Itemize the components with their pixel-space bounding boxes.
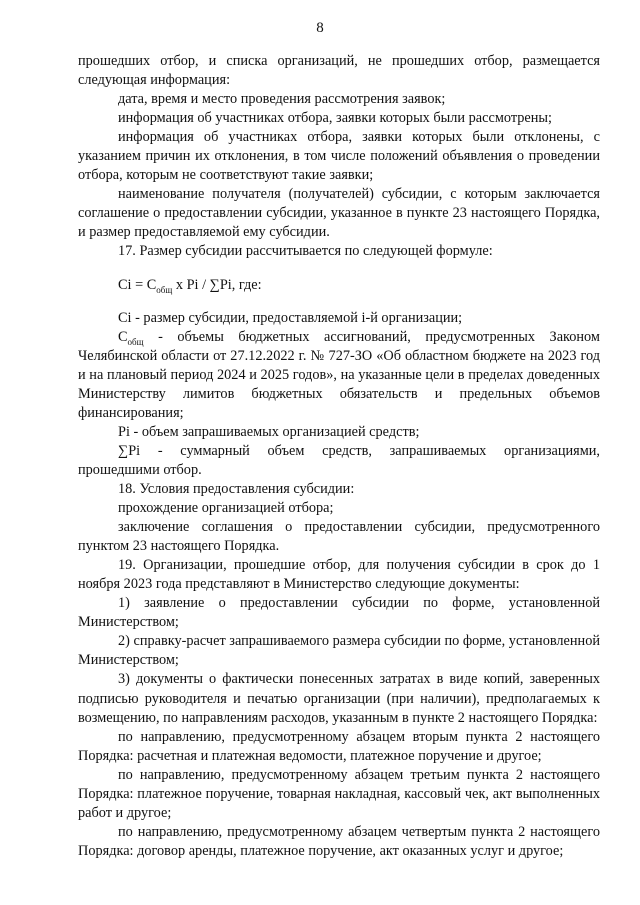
paragraph: 2) справку-расчет запрашиваемого размера субсидии по форме, установленной Министерством; <box>78 633 600 669</box>
paragraph: заключение соглашения о предоставлении субсидии, предусмотренного пунктом 23 настоящего Порядка. <box>78 519 600 555</box>
page-number: 8 <box>316 20 324 36</box>
document-body <box>78 52 600 861</box>
formula-subscript: общ <box>156 284 173 295</box>
formula-left: Ci = С <box>118 276 157 293</box>
paragraph: по направлению, предусмотренному абзацем вторым пункта 2 настоящего Порядка: расчетная и платежная ведомости, платежное поручение и другое; <box>78 728 600 764</box>
paragraph: дата, время и место проведения рассмотрения заявок; <box>118 91 446 108</box>
paragraph: 1) заявление о предоставлении субсидии по форме, установленной Министерством; <box>78 595 600 631</box>
cobsh-symbol: С <box>118 328 128 345</box>
paragraph: по направлению, предусмотренному абзацем третьим пункта 2 настоящего Порядка: платежное поручение, товарная накладная, кассовый чек, акт выполненных работ и другое; <box>78 766 600 821</box>
definition-sum-pi: ∑Pi - суммарный объем средств, запрашиваемых организациями, прошедшими отбор. <box>78 442 600 478</box>
paragraph: 3) документы о фактически понесенных затратах в виде копий, заверенных подписью руководителя и печатью организации (при наличии), предполагаемых к возмещению, по направлениям расходов, указанным в пункте 2 настоящего Порядка: <box>78 671 600 726</box>
paragraph: 18. Условия предоставления субсидии: <box>118 480 355 497</box>
paragraph: по направлению, предусмотренному абзацем четвертым пункта 2 настоящего Порядка: договор аренды, платежное поручение, акт оказанных услуг и другое; <box>78 823 600 859</box>
definition-cobsh <box>78 328 600 423</box>
paragraph: наименование получателя (получателей) субсидии, с которым заключается соглашение о предоставлении субсидии, указанное в пункте 23 настоящего Порядка, и размер предоставляемой ему субсидии. <box>78 186 600 241</box>
paragraph: 19. Организации, прошедшие отбор, для получения субсидии в срок до 1 ноября 2023 года представляют в Министерство следующие документы: <box>78 557 600 593</box>
formula <box>78 276 600 295</box>
paragraph: 17. Размер субсидии рассчитывается по следующей формуле: <box>118 243 493 260</box>
paragraph: информация об участниках отбора, заявки которых были рассмотрены; <box>118 110 552 127</box>
paragraph: информация об участниках отбора, заявки которых были отклонены, с указанием причин их отклонения, в том числе положений объявления о проведении отбора, которым не соответствуют такие заявки; <box>78 129 600 184</box>
paragraph: прохождение организацией отбора; <box>118 500 334 517</box>
cobsh-text: - объемы бюджетных ассигнований, предусмотренных Законом Челябинской области от 27.12.2022 г. № 727-ЗО «Об областном бюджете на 2023 год и на плановый период 2024 и 2025 годов», на указанные цели в пределах доведенных Министерству лимитов бюджетных обязательств и предельных объемов финансирования; <box>78 328 600 421</box>
formula-right: x Pi / ∑Pi, где: <box>172 276 262 293</box>
definition-pi: Pi - объем запрашиваемых организацией средств; <box>118 423 420 440</box>
definition-ci: Ci - размер субсидии, предоставляемой i-й организации; <box>118 309 463 326</box>
cobsh-subscript: общ <box>127 336 144 347</box>
paragraph: прошедших отбор, и списка организаций, не прошедших отбор, размещается следующая информация: <box>78 53 600 89</box>
